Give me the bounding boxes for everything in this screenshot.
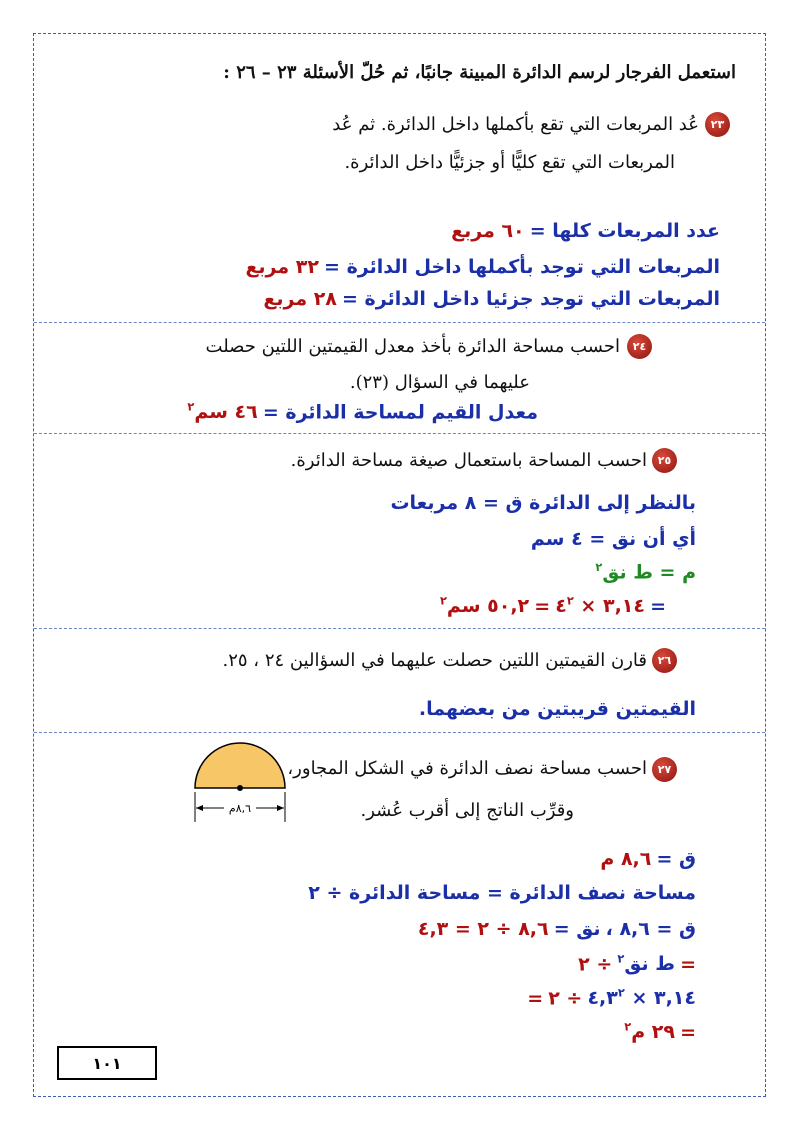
instructions-text: استعمل الفرجار لرسم الدائرة المبينة جانبًا، ثم حُلّ الأسئلة ٢٣ – ٢٦ : bbox=[223, 62, 736, 83]
answer-25-formula: م = ط نق$^٢$ bbox=[595, 560, 696, 584]
answer-23-partial bbox=[263, 288, 720, 310]
answer-25-line2: أي أن نق = ٤ سم bbox=[530, 528, 696, 550]
divider bbox=[34, 322, 765, 323]
answer-24-label: معدل القيم لمساحة الدائرة = bbox=[262, 401, 538, 424]
answer-23-total-value: ٦٠ مربع bbox=[451, 220, 525, 242]
answer-23-partial-value: ٢٨ مربع bbox=[263, 288, 337, 310]
answer-27-line6: = ٢٩ م$^٢$ bbox=[624, 1020, 696, 1044]
question-23-badge: ٢٣ bbox=[705, 112, 730, 137]
question-25-line1: احسب المساحة باستعمال صيغة مساحة الدائرة. bbox=[290, 450, 647, 471]
answer-27-line1: ق = ٨,٦ م bbox=[600, 848, 696, 870]
question-26-badge: ٢٦ bbox=[652, 648, 677, 673]
question-23-line1: عُد المربعات التي تقع بأكملها داخل الدائرة. ثم عُد bbox=[332, 114, 699, 135]
answer-26: القيمتين قريبتين من بعضهما. bbox=[418, 698, 696, 720]
question-25-badge: ٢٥ bbox=[652, 448, 677, 473]
answer-23-full-value: ٣٢ مربع bbox=[245, 256, 319, 278]
divider bbox=[34, 433, 765, 434]
answer-27-line5: = ٣,١٤ × $٤,٣^٢$ ÷ ٢ bbox=[527, 986, 696, 1010]
answer-23-full-label: المربعات التي توجد بأكملها داخل الدائرة = bbox=[324, 256, 720, 278]
divider bbox=[34, 628, 765, 629]
arrowhead-left bbox=[196, 805, 203, 811]
answer-27-line2: مساحة نصف الدائرة = مساحة الدائرة ÷ ٢ bbox=[308, 882, 696, 904]
question-27-line2: وقرِّب الناتج إلى أقرب عُشر. bbox=[360, 800, 574, 821]
answer-27-line3: ق = ٨,٦ ، نق = ٨,٦ ÷ ٢ = ٤,٣ bbox=[417, 918, 696, 940]
answer-23-total bbox=[451, 220, 720, 242]
question-24-line2: عليهما في السؤال (٢٣). bbox=[349, 372, 530, 393]
question-27-line1: احسب مساحة نصف الدائرة في الشكل المجاور، bbox=[287, 758, 647, 779]
answer-23-partial-label: المربعات التي توجد جزئيا داخل الدائرة = bbox=[342, 288, 720, 310]
page-number-box bbox=[57, 1046, 157, 1080]
question-27-badge: ٢٧ bbox=[652, 757, 677, 782]
answer-24 bbox=[187, 400, 538, 423]
diameter-label: ٨,٦م bbox=[228, 802, 252, 815]
page-number: ١٠١ bbox=[92, 1053, 122, 1073]
answer-27-line4: = ط نق$^٢$ ÷ ٢ bbox=[578, 952, 696, 976]
divider bbox=[34, 732, 765, 733]
answer-25-calculation: = ٣,١٤ × $٤^٢$ = ٥٠,٢ سم$^٢$ bbox=[439, 594, 666, 618]
semicircle-shape bbox=[195, 743, 285, 788]
question-24-line1: احسب مساحة الدائرة بأخذ معدل القيمتين اللتين حصلت bbox=[205, 336, 620, 357]
arrowhead-right bbox=[277, 805, 284, 811]
semicircle-figure bbox=[190, 740, 290, 828]
question-23-line2: المربعات التي تقع كليًّا أو جزئيًّا داخل الدائرة. bbox=[344, 152, 675, 173]
answer-23-total-label: عدد المربعات كلها = bbox=[529, 220, 720, 242]
question-26-line1: قارن القيمتين اللتين حصلت عليهما في السؤالين ٢٤ ، ٢٥. bbox=[222, 650, 647, 671]
answer-23-full bbox=[245, 256, 720, 278]
answer-24-value: ٤٦ سم$^٢$ bbox=[187, 400, 258, 424]
question-24-badge: ٢٤ bbox=[627, 334, 652, 359]
center-dot bbox=[237, 785, 243, 791]
answer-25-line1: بالنظر إلى الدائرة ق = ٨ مربعات bbox=[390, 492, 696, 514]
